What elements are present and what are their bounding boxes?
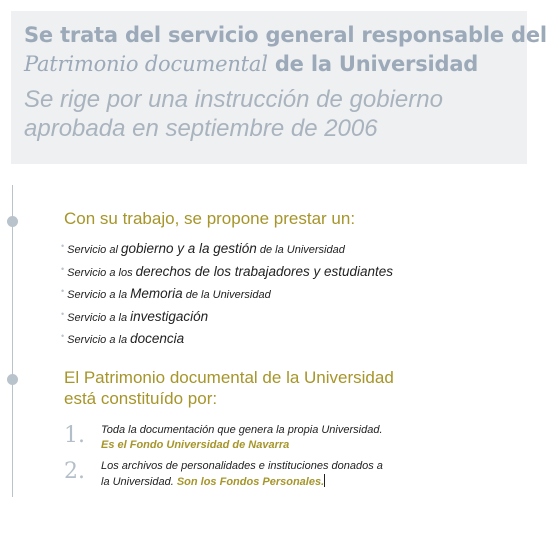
banner-subtitle-line1: Se rige por una instrucción de gobierno <box>24 86 443 113</box>
item-emphasis: Memoria <box>130 286 183 301</box>
item-suffix: de la Universidad <box>256 244 345 256</box>
banner-title-serif: Patrimonio documental <box>24 52 268 76</box>
list-item <box>61 237 393 260</box>
item-highlight: Son los Fondos Personales. <box>176 476 325 488</box>
bullet-icon: • <box>61 286 65 296</box>
bullet-icon: • <box>61 331 65 341</box>
banner-title-line2 <box>24 50 515 79</box>
item-text <box>101 423 383 453</box>
banner-subtitle-line2: aprobada en septiembre de 2006 <box>24 115 378 142</box>
item-number: 2. <box>64 459 85 484</box>
item-prefix: Servicio a la <box>67 311 131 324</box>
item-prefix: Servicio a la <box>67 289 131 301</box>
bullet-icon: • <box>61 263 65 274</box>
banner-title-line1: Se trata del servicio general responsable del <box>24 23 547 47</box>
banner-title-rest: de la Universidad <box>267 52 479 76</box>
section2-heading-line1: El Patrimonio documental de la Universidad <box>64 368 394 387</box>
item-suffix: de la Universidad <box>182 289 271 301</box>
item-emphasis: derechos de los trabajadores y estudiantes <box>135 263 394 279</box>
timeline-dot-2 <box>7 374 18 385</box>
section2-heading <box>64 367 394 409</box>
section1-heading: Con su trabajo, se propone prestar un: <box>64 209 356 228</box>
bullet-icon: • <box>61 241 65 251</box>
list-item <box>61 260 393 283</box>
list-item <box>61 282 393 305</box>
timeline-line <box>12 185 13 497</box>
item-line2 <box>101 474 383 490</box>
item-emphasis: docencia <box>130 331 185 346</box>
services-list <box>61 237 393 350</box>
item-line1: Toda la documentación que genera la propia Universidad. <box>101 424 383 436</box>
item-line2 <box>101 438 383 453</box>
item-prefix: Servicio a los <box>67 266 136 279</box>
item-line2-plain: la Universidad. <box>101 476 177 488</box>
item-highlight: Es el Fondo Universidad de Navarra <box>101 439 290 451</box>
item-prefix: Servicio a la <box>67 334 131 346</box>
header-banner <box>11 11 547 164</box>
list-item <box>61 305 393 328</box>
item-line1: Los archivos de personalidades e instituciones donados a <box>101 460 383 472</box>
bullet-icon: • <box>61 308 65 319</box>
timeline-dot-1 <box>7 216 18 227</box>
section2-heading-line2: está constituído por: <box>64 389 218 408</box>
text-cursor <box>324 474 325 487</box>
item-prefix: Servicio al <box>67 244 121 256</box>
item-emphasis: gobierno y a la gestión <box>120 241 257 256</box>
item-text <box>101 459 383 490</box>
item-number: 1. <box>64 423 85 448</box>
list-item <box>61 327 393 350</box>
item-emphasis: investigación <box>130 308 209 324</box>
